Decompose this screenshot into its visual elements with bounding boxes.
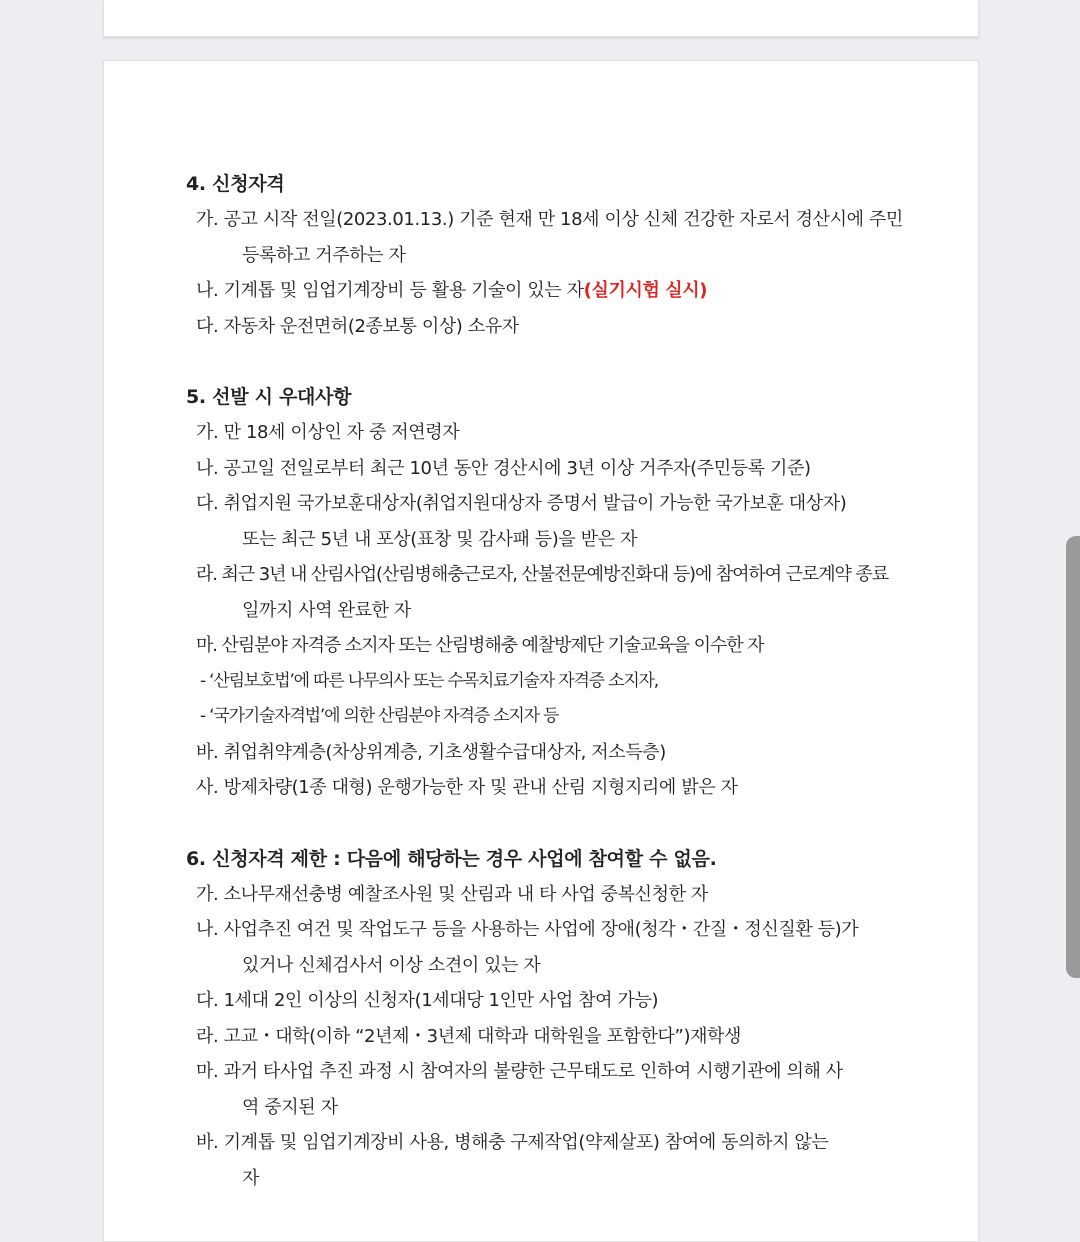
section-restrictions [186, 842, 906, 1197]
list-item-text: 나. 기계톱 및 임업기계장비 등 활용 기술이 있는 자 [196, 280, 584, 301]
document-page [103, 60, 979, 1242]
list-item: 나. 공고일 전일로부터 최근 10년 동안 경산시에 3년 이상 거주자(주민등록 기준) [196, 457, 811, 479]
list-item: 가. 소나무재선충병 예찰조사원 및 산림과 내 타 사업 중복신청한 자 [196, 883, 708, 905]
list-item [186, 273, 906, 309]
practical-exam-note: (실기시험 실시) [583, 280, 708, 301]
list-item: 가. 만 18세 이상인 자 중 저연령자 [196, 422, 460, 443]
list-item-continuation: 역 중지된 자 [242, 1096, 338, 1118]
section-eligibility [186, 167, 906, 344]
section-title: 5. 선발 시 우대사항 [186, 386, 352, 408]
previous-page-bottom [103, 0, 979, 37]
list-item: 마. 산림분야 자격증 소지자 또는 산림병해충 예찰방제단 기술교육을 이수한 자 [196, 635, 764, 656]
scrollbar-thumb[interactable] [1066, 536, 1080, 978]
list-item: 라. 고교・대학(이하 “2년제・3년제 대학과 대학원을 포함한다”)재학생 [196, 1025, 742, 1047]
list-item: 라. 최근 3년 내 산림사업(산림병해충근로자, 산불전문예방진화대 등)에 참여하여 근로계약 종료 [196, 564, 888, 585]
list-item: 다. 취업지원 국가보훈대상자(취업지원대상자 증명서 발급이 가능한 국가보훈 대상자) [196, 493, 847, 514]
list-item: 다. 자동차 운전면허(2종보통 이상) 소유자 [196, 315, 519, 337]
sub-item: - ‘국가기술자격법’에 의한 산림분야 자격증 소지자 등 [200, 706, 559, 726]
sub-item: - ‘산림보호법’에 따른 나무의사 또는 수목치료기술자 자격증 소지자, [200, 670, 658, 691]
list-item-continuation: 또는 최근 5년 내 포상(표창 및 감사패 등)을 받은 자 [242, 528, 637, 550]
list-item: 바. 취업취약계층(차상위계층, 기초생활수급대상자, 저소득층) [196, 741, 666, 763]
list-item-continuation: 있거나 신체검사서 이상 소견이 있는 자 [242, 954, 541, 976]
document-content [186, 167, 906, 1196]
list-item: 사. 방제차량(1종 대형) 운행가능한 자 및 관내 산림 지형지리에 밝은 자 [196, 777, 738, 798]
list-item: 마. 과거 타사업 추진 과정 시 참여자의 불량한 근무태도로 인하여 시행기관에 의해 사 [196, 1061, 843, 1082]
list-item: 가. 공고 시작 전일(2023.01.13.) 기준 현재 만 18세 이상 신체 건강한 자로서 경산시에 주민 [196, 209, 903, 230]
list-item-continuation: 일까지 사역 완료한 자 [242, 599, 411, 621]
list-item-continuation: 자 [242, 1167, 259, 1189]
section-title: 4. 신청자격 [186, 173, 285, 195]
section-title: 6. 신청자격 제한 : 다음에 해당하는 경우 사업에 참여할 수 없음. [186, 847, 717, 870]
list-item: 바. 기계톱 및 임업기계장비 사용, 병해충 구제작업(약제살포) 참여에 동의하지 않는 [196, 1132, 829, 1153]
list-item-continuation: 등록하고 거주하는 자 [242, 244, 406, 266]
section-preferences [186, 380, 906, 806]
list-item: 나. 사업추진 여건 및 작업도구 등을 사용하는 사업에 장애(청각・간질・정신질환 등)가 [196, 919, 859, 940]
list-item: 다. 1세대 2인 이상의 신청자(1세대당 1인만 사업 참여 가능) [196, 990, 659, 1011]
